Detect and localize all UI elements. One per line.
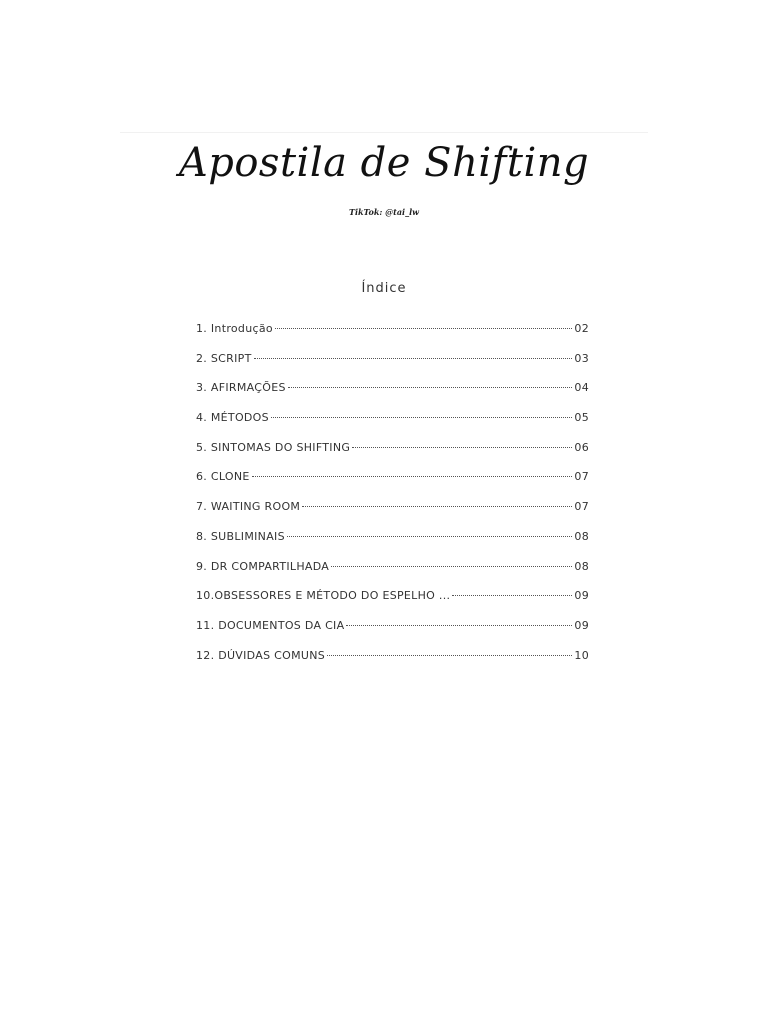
toc-entry: [196, 619, 589, 649]
toc-dot-leader: [452, 595, 572, 596]
toc-entry-label: 9. DR COMPARTILHADA: [196, 559, 330, 573]
toc-entry-label: 1. Introdução: [196, 322, 273, 335]
toc-entry: [196, 381, 589, 411]
toc-entry: [196, 441, 589, 471]
table-of-contents: [196, 322, 589, 678]
toc-entry: [196, 411, 589, 441]
document-title: Apostila de Shifting: [178, 140, 590, 186]
toc-dot-leader: [352, 447, 572, 448]
toc-dot-leader: [271, 417, 572, 418]
toc-entry-page: 05: [574, 411, 589, 425]
toc-entry-label: 2. SCRIPT: [196, 351, 252, 365]
toc-entry: [196, 500, 589, 530]
toc-entry-page: 07: [574, 470, 589, 484]
toc-heading: Índice: [361, 281, 407, 296]
toc-dot-leader: [288, 387, 573, 388]
toc-entry-label: 6. CLONE: [196, 470, 250, 484]
toc-dot-leader: [331, 566, 572, 567]
toc-entry: [196, 470, 589, 500]
toc-dot-leader: [302, 506, 572, 507]
toc-dot-leader: [287, 536, 573, 537]
toc-entry-page: 10: [574, 648, 589, 662]
toc-entry-label: 5. SINTOMAS DO SHIFTING: [196, 440, 351, 454]
toc-entry: [196, 649, 589, 679]
toc-entry: [196, 589, 589, 619]
document-credit: TikTok: @tai_lw: [348, 207, 420, 217]
toc-entry-page: 09: [574, 589, 589, 603]
toc-entry: [196, 530, 589, 560]
toc-entry-label: 7. WAITING ROOM: [196, 500, 301, 514]
toc-entry-page: 06: [574, 440, 589, 454]
toc-entry-label: 10.OBSESSORES E MÉTODO DO ESPELHO ...: [196, 589, 451, 603]
toc-dot-leader: [252, 476, 573, 477]
toc-entry-page: 09: [574, 618, 589, 632]
toc-dot-leader: [275, 328, 572, 329]
page-top-rule: [120, 132, 648, 133]
toc-entry-page: 08: [574, 529, 589, 543]
toc-entry-page: 04: [574, 381, 589, 395]
toc-entry-page: 07: [574, 500, 589, 514]
toc-entry-page: 08: [574, 559, 589, 573]
toc-entry-label: 12. DÚVIDAS COMUNS: [196, 648, 326, 662]
toc-dot-leader: [327, 655, 572, 656]
toc-entry-label: 11. DOCUMENTOS DA CIA: [196, 618, 345, 632]
toc-entry-page: 02: [574, 322, 589, 335]
toc-entry-label: 4. MÉTODOS: [196, 411, 269, 425]
toc-entry: [196, 560, 589, 590]
toc-entry: [196, 322, 589, 352]
toc-dot-leader: [346, 625, 572, 626]
toc-dot-leader: [254, 358, 573, 359]
toc-entry-page: 03: [574, 351, 589, 365]
toc-entry: [196, 352, 589, 382]
toc-entry-label: 8. SUBLIMINAIS: [196, 529, 285, 543]
toc-entry-label: 3. AFIRMAÇÕES: [196, 381, 286, 395]
